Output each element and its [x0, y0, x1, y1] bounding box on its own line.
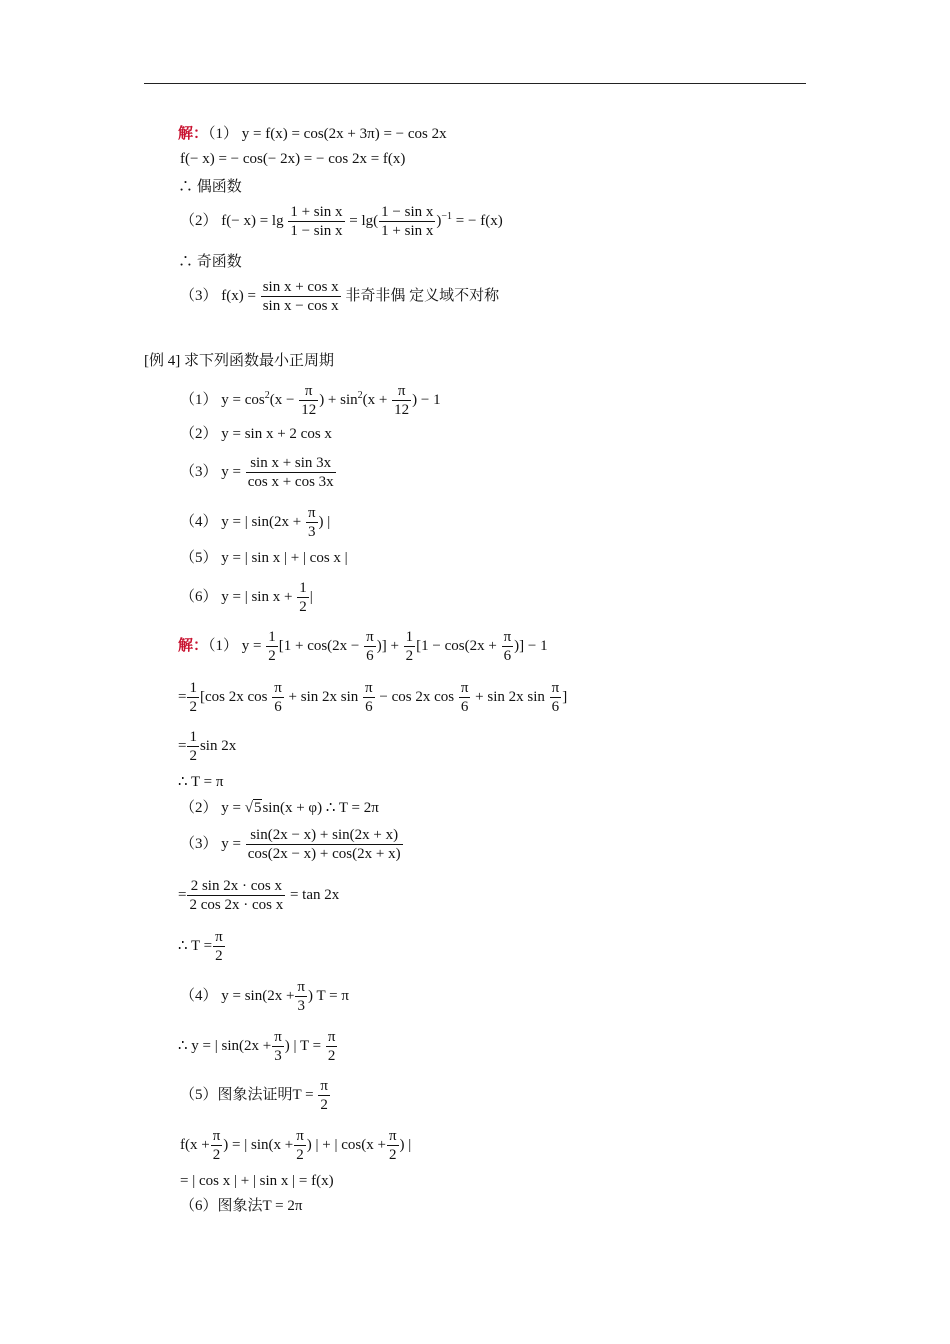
text: )] +	[376, 637, 399, 654]
numerator: π	[274, 680, 282, 696]
text: [1 − cos(2x +	[416, 637, 497, 654]
fraction	[297, 579, 309, 616]
denominator: sin x − cos x	[262, 298, 339, 314]
sol2-line3	[178, 728, 236, 765]
solution-label: 解：	[178, 126, 209, 142]
sol1-line5: ∴ 奇函数	[178, 254, 242, 270]
question-5: （5） y = | sin x | + | cos x |	[180, 550, 348, 566]
sol1-line3: ∴ 偶函数	[178, 179, 242, 195]
text: （2） f(− x) = lg	[180, 212, 284, 229]
text: ) |	[318, 513, 331, 530]
numerator: 1	[299, 580, 307, 596]
denominator: 2	[405, 648, 414, 664]
numerator: π	[388, 1128, 397, 1144]
sol2-line6	[180, 826, 404, 863]
question-3	[180, 454, 337, 491]
text: ) + sin	[319, 391, 358, 408]
text: （5）图象法证明	[180, 1086, 293, 1103]
text: = − f(x)	[455, 212, 503, 229]
denominator: 2	[212, 1147, 221, 1163]
fraction	[266, 628, 278, 665]
numerator: 1	[268, 629, 276, 645]
text: (x +	[362, 391, 388, 408]
denominator: 6	[366, 648, 374, 664]
text: sin 2x	[199, 737, 237, 754]
denominator: 2	[327, 1048, 336, 1064]
text: ]	[562, 688, 568, 705]
text: ) |	[399, 1136, 412, 1153]
sol1-line4: （2） f(− x) = lg $\frac{\text{1 + sin x}}{\text{1 − sin x}}$ = lg( $\frac{\text{1 − sin x}}{\text{1 + sin x}}$ )$^{-1}$ = − f(x)	[180, 204, 503, 239]
text: [1 + cos(2x −	[278, 637, 360, 654]
sol2-line2	[178, 679, 567, 716]
numerator: 1 + sin x	[290, 204, 343, 220]
text: （3） y =	[180, 463, 241, 480]
text: （1） y =	[208, 637, 262, 654]
text: [cos 2x cos	[199, 688, 268, 705]
text: （4） y = sin(2x +	[180, 987, 295, 1004]
text: = tan 2x	[289, 886, 340, 903]
denominator: 3	[274, 1048, 282, 1064]
fraction	[387, 1127, 399, 1164]
text: （3） y =	[180, 835, 241, 852]
text: T =	[292, 1086, 314, 1103]
sol2-line1	[178, 628, 548, 665]
numerator: 1 − sin x	[381, 204, 434, 220]
sol2-line4: ∴ T = π	[178, 774, 224, 790]
text: (x −	[269, 391, 295, 408]
text: + sin 2x sin	[288, 688, 359, 705]
denominator: 6	[460, 699, 469, 715]
fraction	[318, 1077, 330, 1114]
question-2: （2） y = sin x + 2 cos x	[180, 426, 332, 442]
fraction	[261, 278, 341, 315]
numerator: π	[299, 382, 318, 401]
fraction	[187, 728, 199, 765]
question-6	[180, 579, 313, 616]
numerator: π	[503, 629, 512, 645]
text: （3） f(x) =	[180, 287, 256, 304]
fraction	[306, 504, 318, 541]
numerator: 2 sin 2x · cos x	[187, 877, 285, 896]
example-title: [例 4] 求下列函数最小正周期	[144, 353, 334, 369]
numerator: π	[212, 1128, 221, 1144]
fraction	[550, 679, 562, 716]
numerator: π	[296, 1128, 304, 1144]
text: ) = | sin(x +	[223, 1136, 294, 1153]
denominator: 6	[551, 699, 560, 715]
text: ) − 1	[412, 391, 441, 408]
fraction	[459, 679, 471, 716]
text: + sin 2x sin	[475, 688, 545, 705]
denominator: 12	[301, 402, 317, 418]
exponent: −1	[441, 210, 453, 222]
denominator: 2	[215, 948, 223, 964]
text: = lg(	[349, 212, 379, 229]
numerator: sin x + sin 3x	[246, 454, 336, 473]
denominator: 2	[320, 1097, 328, 1113]
radicand: 5	[253, 800, 262, 816]
fraction	[294, 1127, 306, 1164]
numerator: π	[460, 680, 469, 696]
sol2-line5: （2） y = √5sin(x + φ) ∴ T = 2π	[180, 800, 379, 816]
numerator: sin(2x − x) + sin(2x + x)	[246, 826, 403, 845]
text: =	[178, 737, 187, 754]
denominator: 3	[307, 524, 316, 540]
text: T = 2π	[262, 1198, 303, 1214]
sol2-line11	[180, 1077, 331, 1114]
fraction	[272, 679, 284, 716]
fraction	[364, 628, 376, 665]
text: |	[309, 588, 313, 605]
fraction	[246, 454, 336, 491]
sol2-line7	[178, 877, 339, 914]
numerator: sin x + cos x	[262, 279, 339, 295]
numerator: π	[366, 629, 374, 645]
fraction	[404, 628, 416, 665]
question-4	[180, 504, 330, 541]
sol2-line8	[178, 928, 226, 965]
text: （2） y =	[180, 800, 241, 816]
text: ) | T =	[284, 1037, 322, 1054]
denominator: 2	[268, 648, 276, 664]
denominator: 2 cos 2x · cos x	[189, 897, 284, 913]
fraction	[363, 679, 375, 716]
numerator: 1	[405, 629, 414, 645]
sol1-line2: f(− x) = − cos(− 2x) = − cos 2x = f(x)	[180, 151, 406, 167]
numerator: π	[274, 1029, 282, 1045]
text: ∴ y = | sin(2x +	[178, 1037, 272, 1054]
numerator: π	[392, 382, 411, 401]
denominator: 2	[189, 699, 197, 715]
denominator: 2	[296, 1147, 304, 1163]
fraction	[502, 628, 514, 665]
numerator: 1	[189, 729, 197, 745]
text: （4） y = | sin(2x +	[180, 513, 302, 530]
text: 非奇非偶 定义域不对称	[345, 287, 500, 304]
sol2-line13: = | cos x | + | sin x | = f(x)	[180, 1173, 334, 1189]
numerator: π	[307, 505, 316, 521]
question-1: （1） $y = \cos^2(x$ − $\frac{\pi}{12}$ ) + $\sin^2(x$ + $\frac{\pi}{12}$ ) − 1	[180, 383, 441, 418]
sol1-line1-text: （1） y = f(x) = cos(2x + 3π) = − cos 2x	[208, 126, 447, 142]
text: f(x +	[180, 1136, 210, 1153]
fraction	[392, 382, 411, 419]
denominator: 6	[503, 648, 512, 664]
numerator: π	[320, 1078, 328, 1094]
numerator: π	[327, 1029, 336, 1045]
fraction	[213, 928, 225, 965]
denominator: 6	[274, 699, 282, 715]
header-rule	[144, 83, 806, 84]
text: （6）图象法	[180, 1198, 263, 1214]
text: ) T = π	[308, 987, 349, 1004]
text: （6） y = | sin x +	[180, 588, 293, 605]
fraction	[246, 826, 403, 863]
denominator: 2	[299, 599, 307, 615]
text: =	[178, 886, 187, 903]
text: ) | + | cos(x +	[306, 1136, 386, 1153]
numerator: π	[551, 680, 560, 696]
numerator: π	[297, 979, 305, 995]
denominator: 2	[388, 1147, 397, 1163]
sol2-line10	[178, 1028, 338, 1065]
fraction	[211, 1127, 223, 1164]
fraction	[288, 203, 344, 240]
denominator: 3	[297, 998, 305, 1014]
fraction	[187, 679, 199, 716]
sol2-line12	[180, 1127, 411, 1164]
numerator: 1	[189, 680, 197, 696]
text: （1） y = cos	[180, 391, 265, 408]
text: ∴ T =	[178, 937, 213, 954]
denominator: 2	[189, 748, 197, 764]
text: =	[178, 688, 187, 705]
text: sin(x + φ) ∴ T = 2π	[262, 800, 379, 816]
sol2-line14	[180, 1196, 302, 1216]
fraction	[299, 382, 318, 419]
sol1-line6	[180, 278, 499, 315]
fraction	[379, 203, 435, 240]
denominator: 1 + sin x	[381, 223, 434, 239]
denominator: cos x + cos 3x	[247, 474, 334, 490]
fraction	[326, 1028, 338, 1065]
numerator: π	[215, 929, 223, 945]
denominator: 6	[365, 699, 373, 715]
denominator: cos(2x − x) + cos(2x + x)	[247, 846, 401, 862]
fraction	[272, 1028, 284, 1065]
fraction	[295, 978, 307, 1015]
solution-label: 解：	[178, 637, 209, 654]
numerator: π	[365, 680, 373, 696]
text: )] − 1	[514, 637, 548, 654]
denominator: 12	[394, 402, 410, 418]
sol1-line1	[178, 124, 447, 144]
sol2-line9	[180, 978, 349, 1015]
fraction	[187, 877, 285, 914]
denominator: 1 − sin x	[290, 223, 343, 239]
text: − cos 2x cos	[379, 688, 455, 705]
